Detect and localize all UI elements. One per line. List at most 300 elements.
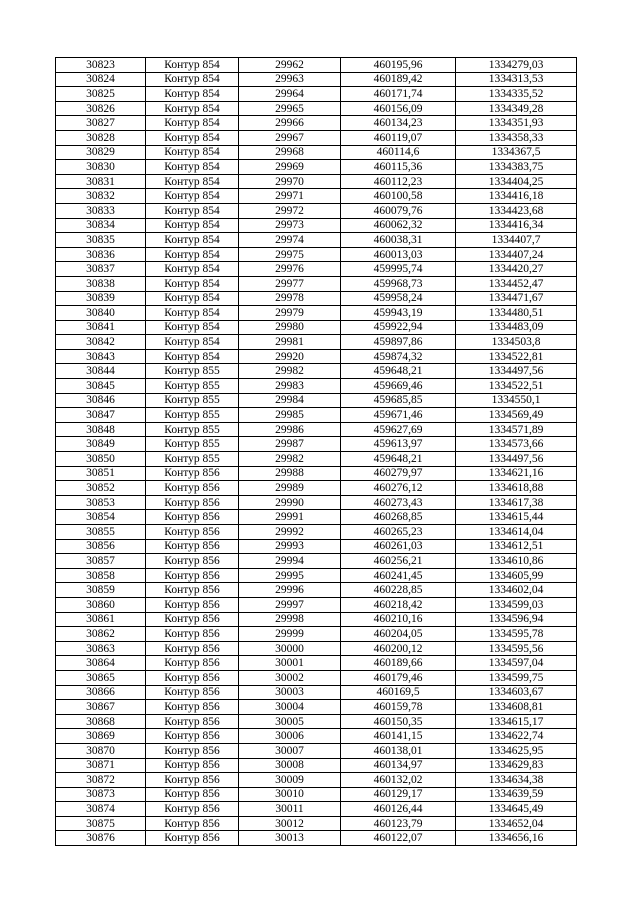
x-coordinate-cell: 459943,19 bbox=[341, 306, 456, 321]
table-row bbox=[56, 422, 577, 437]
point-id-cell: 29983 bbox=[239, 379, 341, 394]
y-coordinate-cell: 1334615,44 bbox=[456, 510, 577, 525]
x-coordinate-cell: 460134,23 bbox=[341, 116, 456, 131]
row-number-cell: 30864 bbox=[56, 656, 146, 671]
y-coordinate-cell: 1334335,52 bbox=[456, 87, 577, 102]
y-coordinate-cell: 1334645,49 bbox=[456, 802, 577, 817]
point-id-cell: 30001 bbox=[239, 656, 341, 671]
x-coordinate-cell: 460119,07 bbox=[341, 130, 456, 145]
row-number-cell: 30867 bbox=[56, 700, 146, 715]
contour-name-cell: Контур 855 bbox=[146, 408, 239, 423]
point-id-cell: 29973 bbox=[239, 218, 341, 233]
x-coordinate-cell: 460079,76 bbox=[341, 203, 456, 218]
contour-name-cell: Контур 856 bbox=[146, 685, 239, 700]
row-number-cell: 30837 bbox=[56, 262, 146, 277]
y-coordinate-cell: 1334423,68 bbox=[456, 203, 577, 218]
table-row bbox=[56, 262, 577, 277]
point-id-cell: 29984 bbox=[239, 393, 341, 408]
x-coordinate-cell: 460228,85 bbox=[341, 583, 456, 598]
x-coordinate-cell: 460195,96 bbox=[341, 58, 456, 73]
row-number-cell: 30824 bbox=[56, 72, 146, 87]
point-id-cell: 29992 bbox=[239, 525, 341, 540]
table-row bbox=[56, 583, 577, 598]
x-coordinate-cell: 460218,42 bbox=[341, 597, 456, 612]
row-number-cell: 30836 bbox=[56, 247, 146, 262]
y-coordinate-cell: 1334602,04 bbox=[456, 583, 577, 598]
point-id-cell: 29982 bbox=[239, 364, 341, 379]
x-coordinate-cell: 460013,03 bbox=[341, 247, 456, 262]
contour-name-cell: Контур 854 bbox=[146, 247, 239, 262]
row-number-cell: 30857 bbox=[56, 554, 146, 569]
contour-name-cell: Контур 856 bbox=[146, 481, 239, 496]
table-row bbox=[56, 714, 577, 729]
row-number-cell: 30831 bbox=[56, 174, 146, 189]
x-coordinate-cell: 459671,46 bbox=[341, 408, 456, 423]
row-number-cell: 30851 bbox=[56, 466, 146, 481]
row-number-cell: 30838 bbox=[56, 276, 146, 291]
contour-name-cell: Контур 856 bbox=[146, 816, 239, 831]
contour-name-cell: Контур 856 bbox=[146, 773, 239, 788]
row-number-cell: 30847 bbox=[56, 408, 146, 423]
point-id-cell: 29979 bbox=[239, 306, 341, 321]
y-coordinate-cell: 1334625,95 bbox=[456, 743, 577, 758]
point-id-cell: 29974 bbox=[239, 233, 341, 248]
y-coordinate-cell: 1334420,27 bbox=[456, 262, 577, 277]
point-id-cell: 30012 bbox=[239, 816, 341, 831]
y-coordinate-cell: 1334407,7 bbox=[456, 233, 577, 248]
contour-name-cell: Контур 856 bbox=[146, 700, 239, 715]
y-coordinate-cell: 1334471,67 bbox=[456, 291, 577, 306]
x-coordinate-cell: 460156,09 bbox=[341, 101, 456, 116]
table-row bbox=[56, 481, 577, 496]
table-row bbox=[56, 130, 577, 145]
row-number-cell: 30874 bbox=[56, 802, 146, 817]
contour-name-cell: Контур 856 bbox=[146, 466, 239, 481]
row-number-cell: 30852 bbox=[56, 481, 146, 496]
y-coordinate-cell: 1334615,17 bbox=[456, 714, 577, 729]
x-coordinate-cell: 459685,85 bbox=[341, 393, 456, 408]
row-number-cell: 30846 bbox=[56, 393, 146, 408]
x-coordinate-cell: 460100,58 bbox=[341, 189, 456, 204]
point-id-cell: 29962 bbox=[239, 58, 341, 73]
x-coordinate-cell: 460038,31 bbox=[341, 233, 456, 248]
y-coordinate-cell: 1334416,34 bbox=[456, 218, 577, 233]
x-coordinate-cell: 460276,12 bbox=[341, 481, 456, 496]
x-coordinate-cell: 460256,21 bbox=[341, 554, 456, 569]
table-row bbox=[56, 101, 577, 116]
y-coordinate-cell: 1334349,28 bbox=[456, 101, 577, 116]
coordinates-table bbox=[55, 57, 577, 846]
x-coordinate-cell: 460138,01 bbox=[341, 743, 456, 758]
y-coordinate-cell: 1334597,04 bbox=[456, 656, 577, 671]
y-coordinate-cell: 1334313,53 bbox=[456, 72, 577, 87]
row-number-cell: 30854 bbox=[56, 510, 146, 525]
x-coordinate-cell: 460261,03 bbox=[341, 539, 456, 554]
table-row bbox=[56, 670, 577, 685]
y-coordinate-cell: 1334656,16 bbox=[456, 831, 577, 846]
contour-name-cell: Контур 856 bbox=[146, 656, 239, 671]
row-number-cell: 30832 bbox=[56, 189, 146, 204]
point-id-cell: 29993 bbox=[239, 539, 341, 554]
x-coordinate-cell: 460150,35 bbox=[341, 714, 456, 729]
row-number-cell: 30862 bbox=[56, 627, 146, 642]
point-id-cell: 29989 bbox=[239, 481, 341, 496]
point-id-cell: 29996 bbox=[239, 583, 341, 598]
row-number-cell: 30853 bbox=[56, 495, 146, 510]
point-id-cell: 29985 bbox=[239, 408, 341, 423]
point-id-cell: 30006 bbox=[239, 729, 341, 744]
y-coordinate-cell: 1334605,99 bbox=[456, 568, 577, 583]
x-coordinate-cell: 459648,21 bbox=[341, 452, 456, 467]
contour-name-cell: Контур 856 bbox=[146, 583, 239, 598]
contour-name-cell: Контур 854 bbox=[146, 262, 239, 277]
row-number-cell: 30860 bbox=[56, 597, 146, 612]
contour-name-cell: Контур 854 bbox=[146, 174, 239, 189]
x-coordinate-cell: 460279,97 bbox=[341, 466, 456, 481]
point-id-cell: 30009 bbox=[239, 773, 341, 788]
contour-name-cell: Контур 856 bbox=[146, 495, 239, 510]
x-coordinate-cell: 460132,02 bbox=[341, 773, 456, 788]
x-coordinate-cell: 460241,45 bbox=[341, 568, 456, 583]
x-coordinate-cell: 459669,46 bbox=[341, 379, 456, 394]
y-coordinate-cell: 1334595,56 bbox=[456, 641, 577, 656]
point-id-cell: 29998 bbox=[239, 612, 341, 627]
y-coordinate-cell: 1334522,81 bbox=[456, 349, 577, 364]
x-coordinate-cell: 460273,43 bbox=[341, 495, 456, 510]
point-id-cell: 30011 bbox=[239, 802, 341, 817]
row-number-cell: 30842 bbox=[56, 335, 146, 350]
y-coordinate-cell: 1334452,47 bbox=[456, 276, 577, 291]
row-number-cell: 30844 bbox=[56, 364, 146, 379]
table-row bbox=[56, 816, 577, 831]
contour-name-cell: Контур 854 bbox=[146, 87, 239, 102]
table-row bbox=[56, 145, 577, 160]
contour-name-cell: Контур 856 bbox=[146, 554, 239, 569]
contour-name-cell: Контур 854 bbox=[146, 130, 239, 145]
table-row bbox=[56, 773, 577, 788]
row-number-cell: 30865 bbox=[56, 670, 146, 685]
row-number-cell: 30855 bbox=[56, 525, 146, 540]
contour-name-cell: Контур 854 bbox=[146, 306, 239, 321]
contour-name-cell: Контур 854 bbox=[146, 335, 239, 350]
point-id-cell: 29976 bbox=[239, 262, 341, 277]
point-id-cell: 29977 bbox=[239, 276, 341, 291]
y-coordinate-cell: 1334652,04 bbox=[456, 816, 577, 831]
table-row bbox=[56, 787, 577, 802]
point-id-cell: 29978 bbox=[239, 291, 341, 306]
contour-name-cell: Контур 856 bbox=[146, 525, 239, 540]
table-row bbox=[56, 393, 577, 408]
table-row bbox=[56, 160, 577, 175]
contour-name-cell: Контур 854 bbox=[146, 320, 239, 335]
row-number-cell: 30845 bbox=[56, 379, 146, 394]
point-id-cell: 29987 bbox=[239, 437, 341, 452]
contour-name-cell: Контур 854 bbox=[146, 145, 239, 160]
contour-name-cell: Контур 856 bbox=[146, 831, 239, 846]
point-id-cell: 29970 bbox=[239, 174, 341, 189]
x-coordinate-cell: 459874,32 bbox=[341, 349, 456, 364]
y-coordinate-cell: 1334618,88 bbox=[456, 481, 577, 496]
contour-name-cell: Контур 854 bbox=[146, 189, 239, 204]
y-coordinate-cell: 1334612,51 bbox=[456, 539, 577, 554]
row-number-cell: 30840 bbox=[56, 306, 146, 321]
contour-name-cell: Контур 856 bbox=[146, 539, 239, 554]
table-row bbox=[56, 802, 577, 817]
contour-name-cell: Контур 854 bbox=[146, 116, 239, 131]
row-number-cell: 30849 bbox=[56, 437, 146, 452]
x-coordinate-cell: 460129,17 bbox=[341, 787, 456, 802]
contour-name-cell: Контур 856 bbox=[146, 612, 239, 627]
contour-name-cell: Контур 854 bbox=[146, 160, 239, 175]
y-coordinate-cell: 1334599,03 bbox=[456, 597, 577, 612]
x-coordinate-cell: 460179,46 bbox=[341, 670, 456, 685]
contour-name-cell: Контур 856 bbox=[146, 641, 239, 656]
table-row bbox=[56, 641, 577, 656]
point-id-cell: 30005 bbox=[239, 714, 341, 729]
table-row bbox=[56, 525, 577, 540]
row-number-cell: 30859 bbox=[56, 583, 146, 598]
point-id-cell: 30010 bbox=[239, 787, 341, 802]
table-row bbox=[56, 466, 577, 481]
row-number-cell: 30858 bbox=[56, 568, 146, 583]
contour-name-cell: Контур 856 bbox=[146, 802, 239, 817]
contour-name-cell: Контур 854 bbox=[146, 233, 239, 248]
contour-name-cell: Контур 854 bbox=[146, 203, 239, 218]
table-row bbox=[56, 452, 577, 467]
point-id-cell: 29988 bbox=[239, 466, 341, 481]
row-number-cell: 30841 bbox=[56, 320, 146, 335]
row-number-cell: 30833 bbox=[56, 203, 146, 218]
point-id-cell: 29968 bbox=[239, 145, 341, 160]
point-id-cell: 29999 bbox=[239, 627, 341, 642]
x-coordinate-cell: 459968,73 bbox=[341, 276, 456, 291]
point-id-cell: 29982 bbox=[239, 452, 341, 467]
point-id-cell: 29964 bbox=[239, 87, 341, 102]
point-id-cell: 29986 bbox=[239, 422, 341, 437]
y-coordinate-cell: 1334358,33 bbox=[456, 130, 577, 145]
point-id-cell: 29991 bbox=[239, 510, 341, 525]
contour-name-cell: Контур 855 bbox=[146, 393, 239, 408]
row-number-cell: 30876 bbox=[56, 831, 146, 846]
table-row bbox=[56, 656, 577, 671]
row-number-cell: 30850 bbox=[56, 452, 146, 467]
table-row bbox=[56, 729, 577, 744]
y-coordinate-cell: 1334599,75 bbox=[456, 670, 577, 685]
x-coordinate-cell: 460210,16 bbox=[341, 612, 456, 627]
y-coordinate-cell: 1334522,51 bbox=[456, 379, 577, 394]
contour-name-cell: Контур 854 bbox=[146, 349, 239, 364]
row-number-cell: 30834 bbox=[56, 218, 146, 233]
y-coordinate-cell: 1334497,56 bbox=[456, 452, 577, 467]
point-id-cell: 29980 bbox=[239, 320, 341, 335]
point-id-cell: 30013 bbox=[239, 831, 341, 846]
point-id-cell: 29972 bbox=[239, 203, 341, 218]
y-coordinate-cell: 1334595,78 bbox=[456, 627, 577, 642]
table-row bbox=[56, 189, 577, 204]
y-coordinate-cell: 1334596,94 bbox=[456, 612, 577, 627]
row-number-cell: 30823 bbox=[56, 58, 146, 73]
row-number-cell: 30868 bbox=[56, 714, 146, 729]
x-coordinate-cell: 460134,97 bbox=[341, 758, 456, 773]
table-row bbox=[56, 335, 577, 350]
row-number-cell: 30829 bbox=[56, 145, 146, 160]
y-coordinate-cell: 1334503,8 bbox=[456, 335, 577, 350]
row-number-cell: 30856 bbox=[56, 539, 146, 554]
point-id-cell: 29971 bbox=[239, 189, 341, 204]
table-row bbox=[56, 87, 577, 102]
point-id-cell: 29967 bbox=[239, 130, 341, 145]
y-coordinate-cell: 1334622,74 bbox=[456, 729, 577, 744]
table-row bbox=[56, 758, 577, 773]
y-coordinate-cell: 1334550,1 bbox=[456, 393, 577, 408]
point-id-cell: 30000 bbox=[239, 641, 341, 656]
x-coordinate-cell: 460114,6 bbox=[341, 145, 456, 160]
row-number-cell: 30866 bbox=[56, 685, 146, 700]
table-row bbox=[56, 627, 577, 642]
row-number-cell: 30828 bbox=[56, 130, 146, 145]
point-id-cell: 29966 bbox=[239, 116, 341, 131]
table-row bbox=[56, 510, 577, 525]
point-id-cell: 30003 bbox=[239, 685, 341, 700]
contour-name-cell: Контур 856 bbox=[146, 758, 239, 773]
table-row bbox=[56, 203, 577, 218]
y-coordinate-cell: 1334639,59 bbox=[456, 787, 577, 802]
contour-name-cell: Контур 855 bbox=[146, 422, 239, 437]
x-coordinate-cell: 460115,36 bbox=[341, 160, 456, 175]
row-number-cell: 30872 bbox=[56, 773, 146, 788]
y-coordinate-cell: 1334279,03 bbox=[456, 58, 577, 73]
contour-name-cell: Контур 854 bbox=[146, 58, 239, 73]
x-coordinate-cell: 460189,42 bbox=[341, 72, 456, 87]
table-row bbox=[56, 612, 577, 627]
point-id-cell: 29997 bbox=[239, 597, 341, 612]
row-number-cell: 30869 bbox=[56, 729, 146, 744]
x-coordinate-cell: 459648,21 bbox=[341, 364, 456, 379]
point-id-cell: 29990 bbox=[239, 495, 341, 510]
x-coordinate-cell: 459627,69 bbox=[341, 422, 456, 437]
row-number-cell: 30826 bbox=[56, 101, 146, 116]
y-coordinate-cell: 1334367,5 bbox=[456, 145, 577, 160]
point-id-cell: 29965 bbox=[239, 101, 341, 116]
table-row bbox=[56, 291, 577, 306]
contour-name-cell: Контур 854 bbox=[146, 291, 239, 306]
table-row bbox=[56, 495, 577, 510]
table-row bbox=[56, 437, 577, 452]
table-row bbox=[56, 597, 577, 612]
table-row bbox=[56, 539, 577, 554]
x-coordinate-cell: 460200,12 bbox=[341, 641, 456, 656]
point-id-cell: 29995 bbox=[239, 568, 341, 583]
contour-name-cell: Контур 856 bbox=[146, 670, 239, 685]
point-id-cell: 29975 bbox=[239, 247, 341, 262]
point-id-cell: 29963 bbox=[239, 72, 341, 87]
y-coordinate-cell: 1334569,49 bbox=[456, 408, 577, 423]
y-coordinate-cell: 1334617,38 bbox=[456, 495, 577, 510]
table-row bbox=[56, 743, 577, 758]
y-coordinate-cell: 1334603,67 bbox=[456, 685, 577, 700]
table-row bbox=[56, 685, 577, 700]
x-coordinate-cell: 460062,32 bbox=[341, 218, 456, 233]
contour-name-cell: Контур 854 bbox=[146, 276, 239, 291]
table-row bbox=[56, 349, 577, 364]
point-id-cell: 29969 bbox=[239, 160, 341, 175]
x-coordinate-cell: 460123,79 bbox=[341, 816, 456, 831]
x-coordinate-cell: 460265,23 bbox=[341, 525, 456, 540]
row-number-cell: 30830 bbox=[56, 160, 146, 175]
point-id-cell: 29920 bbox=[239, 349, 341, 364]
x-coordinate-cell: 460189,66 bbox=[341, 656, 456, 671]
table-row bbox=[56, 174, 577, 189]
row-number-cell: 30827 bbox=[56, 116, 146, 131]
contour-name-cell: Контур 856 bbox=[146, 714, 239, 729]
table-row bbox=[56, 408, 577, 423]
table-row bbox=[56, 247, 577, 262]
table-row bbox=[56, 554, 577, 569]
x-coordinate-cell: 460141,15 bbox=[341, 729, 456, 744]
point-id-cell: 30002 bbox=[239, 670, 341, 685]
row-number-cell: 30839 bbox=[56, 291, 146, 306]
row-number-cell: 30861 bbox=[56, 612, 146, 627]
contour-name-cell: Контур 854 bbox=[146, 101, 239, 116]
x-coordinate-cell: 460171,74 bbox=[341, 87, 456, 102]
table-row bbox=[56, 379, 577, 394]
y-coordinate-cell: 1334629,83 bbox=[456, 758, 577, 773]
x-coordinate-cell: 459995,74 bbox=[341, 262, 456, 277]
table-row bbox=[56, 233, 577, 248]
y-coordinate-cell: 1334573,66 bbox=[456, 437, 577, 452]
table-row bbox=[56, 700, 577, 715]
point-id-cell: 30004 bbox=[239, 700, 341, 715]
point-id-cell: 29981 bbox=[239, 335, 341, 350]
table-row bbox=[56, 364, 577, 379]
x-coordinate-cell: 460112,23 bbox=[341, 174, 456, 189]
table-row bbox=[56, 218, 577, 233]
point-id-cell: 29994 bbox=[239, 554, 341, 569]
y-coordinate-cell: 1334351,93 bbox=[456, 116, 577, 131]
row-number-cell: 30843 bbox=[56, 349, 146, 364]
contour-name-cell: Контур 856 bbox=[146, 510, 239, 525]
table-body bbox=[56, 58, 577, 846]
y-coordinate-cell: 1334497,56 bbox=[456, 364, 577, 379]
contour-name-cell: Контур 855 bbox=[146, 452, 239, 467]
row-number-cell: 30848 bbox=[56, 422, 146, 437]
y-coordinate-cell: 1334608,81 bbox=[456, 700, 577, 715]
y-coordinate-cell: 1334621,16 bbox=[456, 466, 577, 481]
table-row bbox=[56, 58, 577, 73]
table-row bbox=[56, 116, 577, 131]
x-coordinate-cell: 459922,94 bbox=[341, 320, 456, 335]
row-number-cell: 30870 bbox=[56, 743, 146, 758]
contour-name-cell: Контур 854 bbox=[146, 72, 239, 87]
y-coordinate-cell: 1334416,18 bbox=[456, 189, 577, 204]
table-row bbox=[56, 320, 577, 335]
y-coordinate-cell: 1334571,89 bbox=[456, 422, 577, 437]
y-coordinate-cell: 1334614,04 bbox=[456, 525, 577, 540]
x-coordinate-cell: 459897,86 bbox=[341, 335, 456, 350]
row-number-cell: 30863 bbox=[56, 641, 146, 656]
contour-name-cell: Контур 855 bbox=[146, 364, 239, 379]
table-row bbox=[56, 831, 577, 846]
x-coordinate-cell: 459613,97 bbox=[341, 437, 456, 452]
table-row bbox=[56, 276, 577, 291]
contour-name-cell: Контур 854 bbox=[146, 218, 239, 233]
contour-name-cell: Контур 855 bbox=[146, 437, 239, 452]
x-coordinate-cell: 460169,5 bbox=[341, 685, 456, 700]
x-coordinate-cell: 460268,85 bbox=[341, 510, 456, 525]
y-coordinate-cell: 1334383,75 bbox=[456, 160, 577, 175]
x-coordinate-cell: 460159,78 bbox=[341, 700, 456, 715]
x-coordinate-cell: 459958,24 bbox=[341, 291, 456, 306]
